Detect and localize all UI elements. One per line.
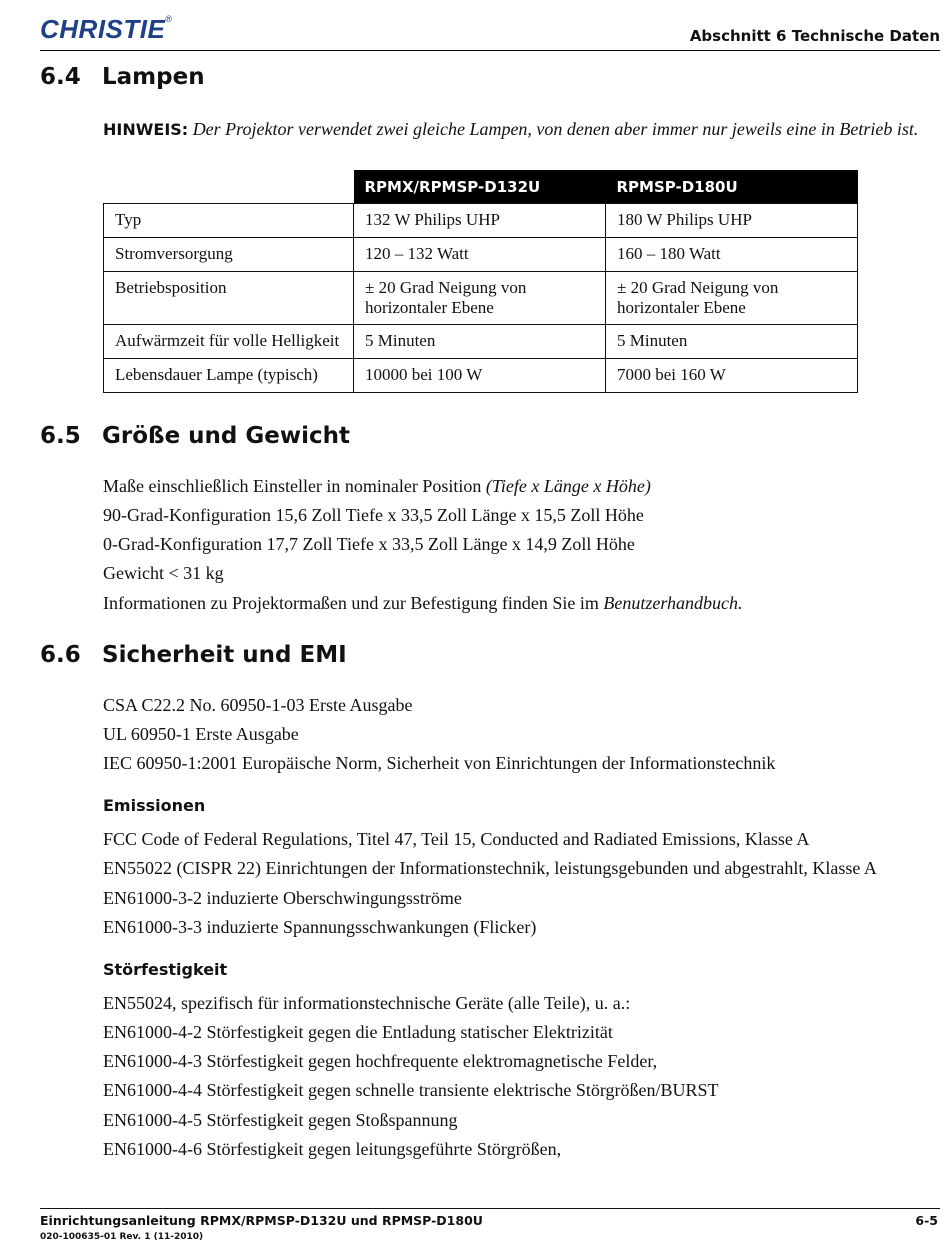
table-cell: 5 Minuten — [606, 325, 858, 359]
table-cell: 7000 bei 160 W — [606, 359, 858, 393]
body-line: IEC 60950-1:2001 Europäische Norm, Sicherheit von Einrichtungen der Informationstechnik — [103, 753, 776, 773]
body-line: 0-Grad-Konfiguration 17,7 Zoll Tiefe x 33,5 Zoll Länge x 14,9 Zoll Höhe — [103, 534, 635, 554]
footer-document-title: Einrichtungsanleitung RPMX/RPMSP-D132U und RPMSP-D180U — [40, 1213, 483, 1228]
section-header-title: Abschnitt 6 Technische Daten — [689, 27, 940, 45]
table-row — [104, 272, 858, 325]
table-cell: ± 20 Grad Neigung von horizontaler Ebene — [354, 272, 606, 325]
body-line: FCC Code of Federal Regulations, Titel 47, Teil 15, Conducted and Radiated Emissions, Klasse A — [103, 829, 810, 849]
body-line: Gewicht < 31 kg — [103, 563, 224, 583]
table-cell: 160 – 180 Watt — [606, 238, 858, 272]
table-cell: Aufwärmzeit für volle Helligkeit — [104, 325, 354, 359]
body-line: CSA C22.2 No. 60950-1-03 Erste Ausgabe — [103, 695, 413, 715]
table-cell: 5 Minuten — [354, 325, 606, 359]
table-cell: ± 20 Grad Neigung von horizontaler Ebene — [606, 272, 858, 325]
table-cell: 120 – 132 Watt — [354, 238, 606, 272]
table-header-cell: RPMSP-D180U — [606, 170, 858, 204]
footer-divider — [40, 1208, 940, 1209]
note-paragraph — [103, 118, 943, 141]
header-divider — [40, 50, 940, 51]
body-line: EN61000-4-6 Störfestigkeit gegen leitungsgeführte Störgrößen, — [103, 1139, 562, 1159]
table-cell: 10000 bei 100 W — [354, 359, 606, 393]
body-line: EN61000-4-4 Störfestigkeit gegen schnelle transiente elektrische Störgrößen/BURST — [103, 1080, 719, 1100]
heading-sicherheit-emi — [40, 642, 347, 668]
heading-number: 6.6 — [40, 642, 81, 668]
body-line: EN61000-4-5 Störfestigkeit gegen Stoßspannung — [103, 1110, 458, 1130]
table-header-empty — [104, 170, 354, 204]
heading-groesse-gewicht — [40, 423, 350, 449]
dimensions-intro — [103, 476, 651, 497]
manual-reference — [103, 593, 743, 614]
table-row — [104, 359, 858, 393]
table-header-row — [104, 170, 858, 204]
body-italic: Benutzerhandbuch. — [603, 593, 743, 613]
body-line: EN55024, spezifisch für informationstechnische Geräte (alle Teile), u. a.: — [103, 993, 631, 1013]
body-line: EN61000-4-3 Störfestigkeit gegen hochfrequente elektromagnetische Felder, — [103, 1051, 658, 1071]
note-text: Der Projektor verwendet zwei gleiche Lampen, von denen aber immer nur jeweils eine in Betrieb ist. — [192, 119, 919, 139]
body-line: UL 60950-1 Erste Ausgabe — [103, 724, 299, 744]
table-cell: 180 W Philips UHP — [606, 204, 858, 238]
page-number: 6-5 — [915, 1213, 938, 1228]
table-row — [104, 238, 858, 272]
body-line: EN61000-4-2 Störfestigkeit gegen die Entladung statischer Elektrizität — [103, 1022, 613, 1042]
body-line: EN61000-3-2 induzierte Oberschwingungsströme — [103, 888, 462, 908]
table-cell: 132 W Philips UHP — [354, 204, 606, 238]
body-line: EN55022 (CISPR 22) Einrichtungen der Informationstechnik, leistungsgebunden und abgestrahlt, Klasse A — [103, 858, 877, 878]
table-header-cell: RPMX/RPMSP-D132U — [354, 170, 606, 204]
table-cell: Betriebsposition — [104, 272, 354, 325]
heading-number: 6.5 — [40, 423, 81, 449]
heading-lampen — [40, 64, 205, 90]
body-line: 90-Grad-Konfiguration 15,6 Zoll Tiefe x 33,5 Zoll Länge x 15,5 Zoll Höhe — [103, 505, 644, 525]
table-row — [104, 204, 858, 238]
table-cell: Lebensdauer Lampe (typisch) — [104, 359, 354, 393]
lamp-spec-table — [103, 170, 858, 393]
table-cell: Stromversorgung — [104, 238, 354, 272]
note-label: HINWEIS: — [103, 120, 189, 139]
heading-text: Lampen — [102, 64, 205, 90]
christie-logo: CHRISTIE® — [40, 14, 172, 44]
subheading-emissionen: Emissionen — [103, 796, 206, 815]
body-text: Informationen zu Projektormaßen und zur Befestigung finden Sie im — [103, 593, 604, 613]
table-cell: Typ — [104, 204, 354, 238]
table-row — [104, 325, 858, 359]
body-line: EN61000-3-3 induzierte Spannungsschwankungen (Flicker) — [103, 917, 537, 937]
heading-number: 6.4 — [40, 64, 81, 90]
body-italic: (Tiefe x Länge x Höhe) — [485, 476, 651, 496]
heading-text: Größe und Gewicht — [102, 423, 351, 449]
body-text: Maße einschließlich Einsteller in nominaler Position — [103, 476, 486, 496]
document-number: 020-100635-01 Rev. 1 (11-2010) — [40, 1232, 204, 1242]
subheading-stoerfestigkeit: Störfestigkeit — [103, 960, 228, 979]
heading-text: Sicherheit und EMI — [102, 642, 347, 668]
